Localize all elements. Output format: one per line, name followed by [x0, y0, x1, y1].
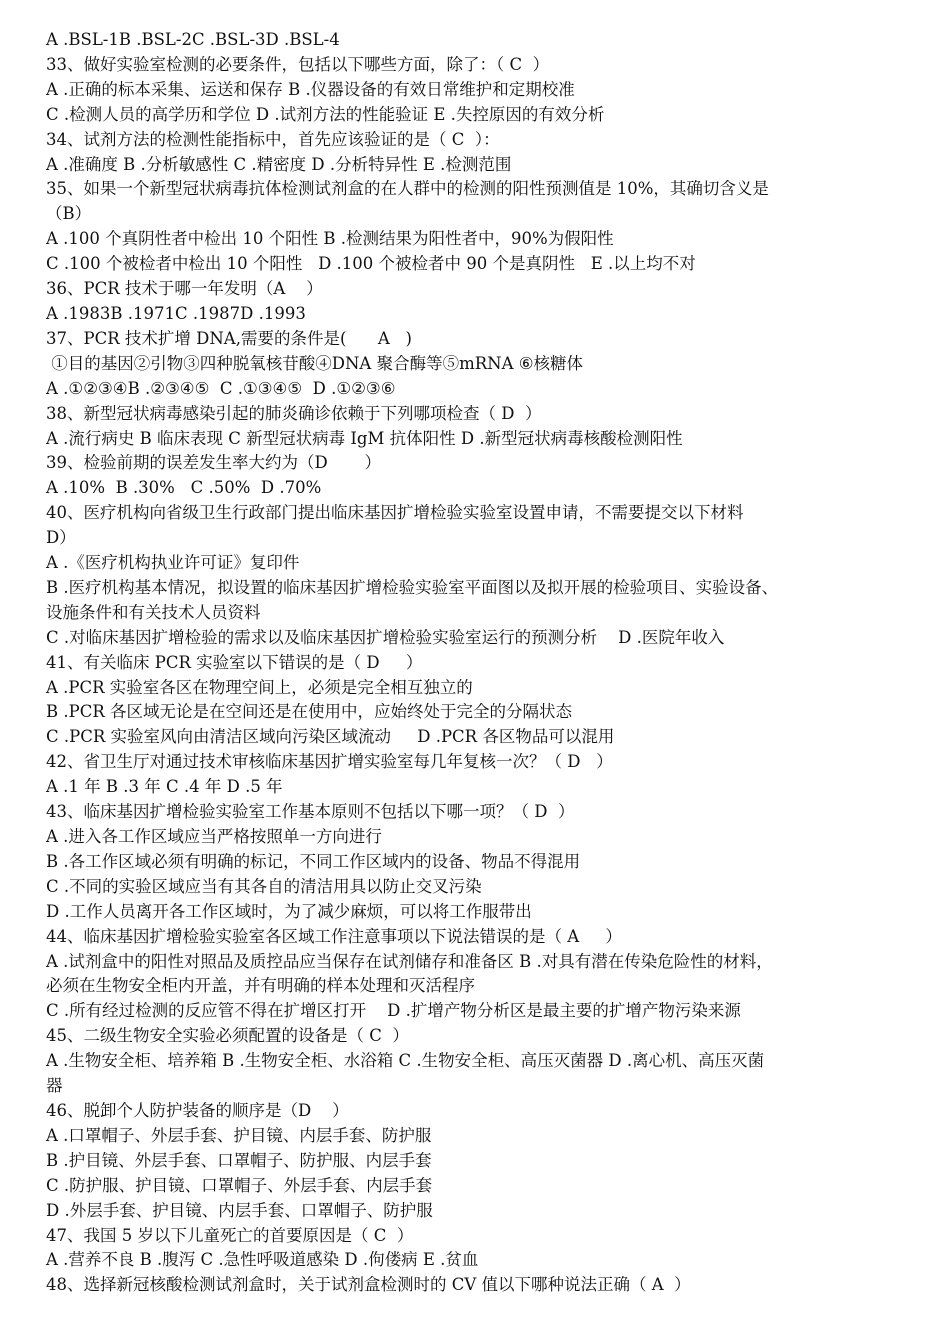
text-line: C .100 个被检者中检出 10 个阳性 D .100 个被检者中 90 个是真阴性 E .以上均不对: [46, 254, 696, 274]
text-line: D）: [46, 528, 76, 548]
text-line: A .100 个真阴性者中检出 10 个阳性 B .检测结果为阳性者中，90%为假阳性: [46, 229, 614, 249]
text-line: A .BSL-1B .BSL-2C .BSL-3D .BSL-4: [46, 30, 340, 49]
text-line: A .正确的标本采集、运送和保存 B .仪器设备的有效日常维护和定期校准: [46, 79, 575, 99]
text-line: C .不同的实验区域应当有其各自的清洁用具以防止交叉污染: [46, 876, 482, 896]
text-line: 必须在生物安全柜内开盖，并有明确的样本处理和灭活程序: [46, 976, 475, 996]
text-line: C .PCR 实验室风向由清洁区域向污染区域流动 D .PCR 各区物品可以混用: [46, 727, 615, 747]
text-line: B .护目镜、外层手套、口罩帽子、防护服、内层手套: [46, 1150, 432, 1170]
text-line: 39、检验前期的误差发生率大约为（D ）: [46, 453, 381, 473]
text-line: 41、有关临床 PCR 实验室以下错误的是（ D ）: [46, 652, 423, 672]
text-line: A .1 年 B .3 年 C .4 年 D .5 年: [46, 777, 283, 797]
text-line: 48、选择新冠核酸检测试剂盒时，关于试剂盒检测时的 CV 值以下哪种说法正确（ A ）: [46, 1275, 691, 1295]
text-line: 44、临床基因扩增检验实验室各区域工作注意事项以下说法错误的是（ A ）: [46, 926, 622, 946]
text-line: 46、脱卸个人防护装备的顺序是（D ）: [46, 1100, 349, 1120]
text-line: ①目的基因②引物③四种脱氧核苷酸④DNA 聚合酶等⑤mRNA ⑥核糖体: [46, 353, 584, 373]
text-line: A .①②③④B .②③④⑤ C .①③④⑤ D .①②③⑥: [46, 378, 396, 398]
text-line: A .PCR 实验室各区在物理空间上，必须是完全相互独立的: [46, 677, 473, 697]
text-line: 45、二级生物安全实验必须配置的设备是（ C ）: [46, 1026, 409, 1046]
text-line: 35、如果一个新型冠状病毒抗体检测试剂盒的在人群中的检测的阳性预测值是 10%，其确切含义是: [46, 179, 769, 199]
text-line: A .试剂盒中的阳性对照品及质控品应当保存在试剂储存和准备区 B .对具有潜在传染危险性的材料，: [46, 951, 773, 971]
text-line: 器: [46, 1076, 63, 1096]
text-line: 40、医疗机构向省级卫生行政部门提出临床基因扩增检验实验室设置申请，不需要提交以下材料: [46, 503, 744, 523]
text-line: （B）: [46, 204, 92, 224]
text-line: B .医疗机构基本情况，拟设置的临床基因扩增检验实验室平面图以及拟开展的检验项目、实验设备、: [46, 577, 779, 597]
text-line: 38、新型冠状病毒感染引起的肺炎确诊依赖于下列哪项检查（ D ）: [46, 403, 542, 423]
text-line: D .外层手套、护目镜、内层手套、口罩帽子、防护服: [46, 1200, 433, 1220]
text-line: A .1983B .1971C .1987D .1993: [46, 303, 306, 323]
text-line: C .所有经过检测的反应管不得在扩增区打开 D .扩增产物分析区是最主要的扩增产物污染来源: [46, 1001, 741, 1021]
text-line: 33、做好实验室检测的必要条件，包括以下哪些方面，除了：（ C ）: [46, 54, 550, 74]
text-line: 36、PCR 技术于哪一年发明（A ）: [46, 279, 323, 299]
text-line: 43、临床基因扩增检验实验室工作基本原则不包括以下哪一项？（ D ）: [46, 802, 575, 822]
text-line: C .对临床基因扩增检验的需求以及临床基因扩增检验实验室运行的预测分析 D .医院年收入: [46, 627, 725, 647]
text-line: A .准确度 B .分析敏感性 C .精密度 D .分析特异性 E .检测范围: [46, 154, 512, 174]
text-line: A .进入各工作区域应当严格按照单一方向进行: [46, 827, 382, 846]
text-line: B .PCR 各区域无论是在空间还是在使用中，应始终处于完全的分隔状态: [46, 702, 573, 722]
text-line: A .流行病史 B 临床表现 C 新型冠状病毒 IgM 抗体阳性 D .新型冠状病毒核酸检测阳性: [46, 428, 683, 448]
text-line: C .防护服、护目镜、口罩帽子、外层手套、内层手套: [46, 1175, 433, 1195]
text-line: D .工作人员离开各工作区域时，为了减少麻烦，可以将工作服带出: [46, 901, 532, 921]
text-line: C .检测人员的高学历和学位 D .试剂方法的性能验证 E .失控原因的有效分析: [46, 104, 605, 124]
text-line: 设施条件和有关技术人员资料: [46, 602, 261, 622]
document-body: [46, 28, 908, 1298]
text-line: A .《医疗机构执业许可证》复印件: [46, 553, 300, 573]
text-line: B .各工作区域必须有明确的标记，不同工作区域内的设备、物品不得混用: [46, 851, 581, 871]
text-line: 47、我国 5 岁以下儿童死亡的首要原因是（ C ）: [46, 1225, 414, 1245]
text-line: 37、PCR 技术扩增 DNA,需要的条件是( A ): [46, 328, 412, 348]
text-line: A .生物安全柜、培养箱 B .生物安全柜、水浴箱 C .生物安全柜、高压灭菌器 D .离心机、高压灭菌: [46, 1051, 765, 1071]
text-line: 34、试剂方法的检测性能指标中，首先应该验证的是（ C ）：: [46, 129, 500, 149]
text-line: A .营养不良 B .腹泻 C .急性呼吸道感染 D .佝偻病 E .贫血: [46, 1250, 479, 1270]
text-line: A .口罩帽子、外层手套、护目镜、内层手套、防护服: [46, 1125, 432, 1145]
text-line: A .10% B .30% C .50% D .70%: [46, 478, 322, 498]
text-line: 42、省卫生厅对通过技术审核临床基因扩增实验室每几年复核一次？（ D ）: [46, 752, 613, 772]
